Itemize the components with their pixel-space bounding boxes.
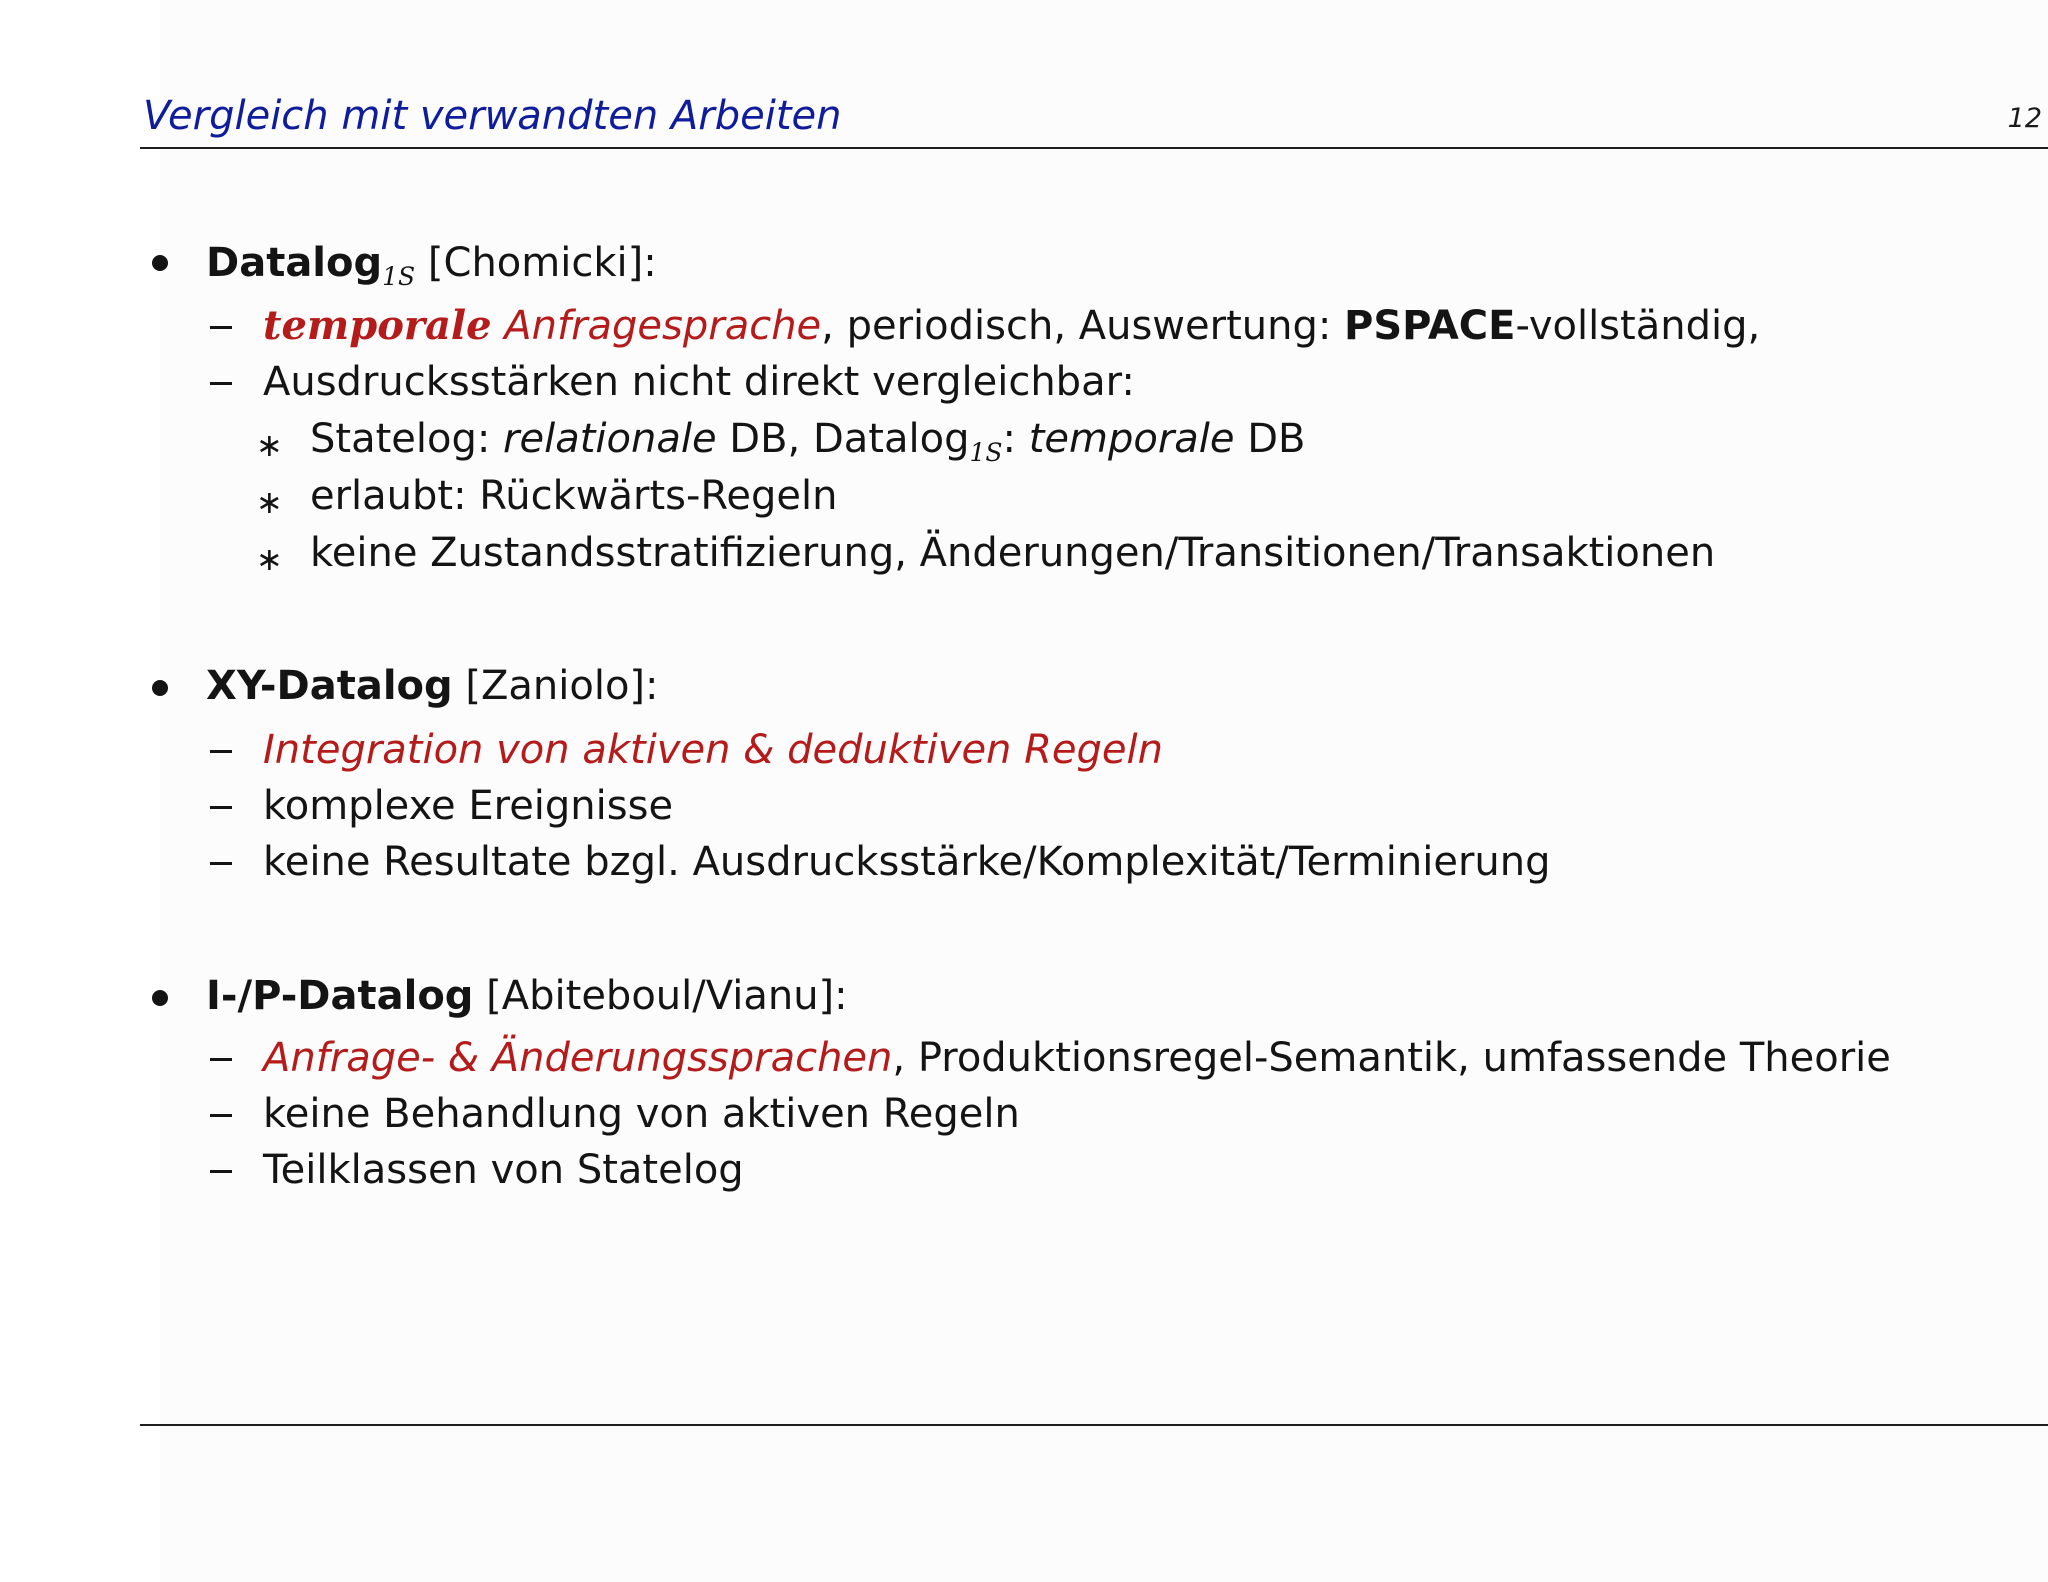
item-text: -vollständig, [1515,303,1761,349]
list-item [263,302,1760,350]
bullet-icon [152,255,168,271]
highlight-text: Integration von aktiven & deduktiven Regeln [263,727,1163,773]
list-item [263,1034,1891,1082]
dash-icon [210,382,232,385]
list-item: keine Behandlung von aktiven Regeln [263,1091,1020,1137]
section-citation: [Chomicki]: [415,240,657,286]
list-item: Teilklassen von Statelog [263,1147,744,1193]
dash-icon [210,1058,232,1061]
emphasis-text: relationale [503,416,717,462]
asterisk-icon: ∗ [256,483,283,521]
item-text: , periodisch, Auswertung: [821,303,1345,349]
highlight-term: temporale [263,302,492,349]
item-text: DB, Datalog [716,416,970,462]
item-text: : [1002,416,1029,462]
section-name: XY-Datalog [206,663,453,709]
sub-list-item: erlaubt: Rückwärts-Regeln [310,473,838,519]
section-heading [206,972,848,1020]
sub-list-item: keine Zustandsstratifizierung, Änderungen/Transitionen/Transaktionen [310,530,1716,576]
section-citation: [Abiteboul/Vianu]: [473,973,848,1019]
item-text: Statelog: [310,416,504,462]
footer-rule [140,1424,2048,1426]
item-text: , Produktionsregel-Semantik, umfassende Theorie [892,1035,1891,1081]
section-name: I-/P-Datalog [206,973,474,1019]
page-title: Vergleich mit verwandten Arbeiten [143,93,842,139]
text-space [492,303,505,349]
emphasis-text: temporale [1028,416,1235,462]
section-name: Datalog [206,240,383,286]
dash-icon [210,750,232,753]
highlight-text: Anfragesprache [504,303,822,349]
complexity-class: PSPACE [1344,303,1516,349]
dash-icon [210,1170,232,1173]
list-item: keine Resultate bzgl. Ausdrucksstärke/Komplexität/Terminierung [263,839,1551,885]
asterisk-icon: ∗ [256,540,283,578]
dash-icon [210,806,232,809]
asterisk-icon: ∗ [256,426,283,464]
section-subscript: 1S [382,262,416,291]
bullet-icon [152,990,168,1006]
page-number: 12 [2007,103,2042,134]
dash-icon [210,326,232,329]
dash-icon [210,1114,232,1117]
item-text: DB [1234,416,1306,462]
header-rule [140,147,2048,149]
list-item: Ausdrucksstärken nicht direkt vergleichbar: [263,359,1135,405]
dash-icon [210,862,232,865]
subscript: 1S [969,438,1003,467]
bullet-icon [152,680,168,696]
sub-list-item [310,415,1306,477]
section-heading [206,239,657,301]
section-heading [206,662,659,710]
list-item [263,726,1163,774]
list-item: komplexe Ereignisse [263,783,674,829]
highlight-text: Anfrage- & Änderungssprachen [263,1035,893,1081]
section-citation: [Zaniolo]: [452,663,659,709]
